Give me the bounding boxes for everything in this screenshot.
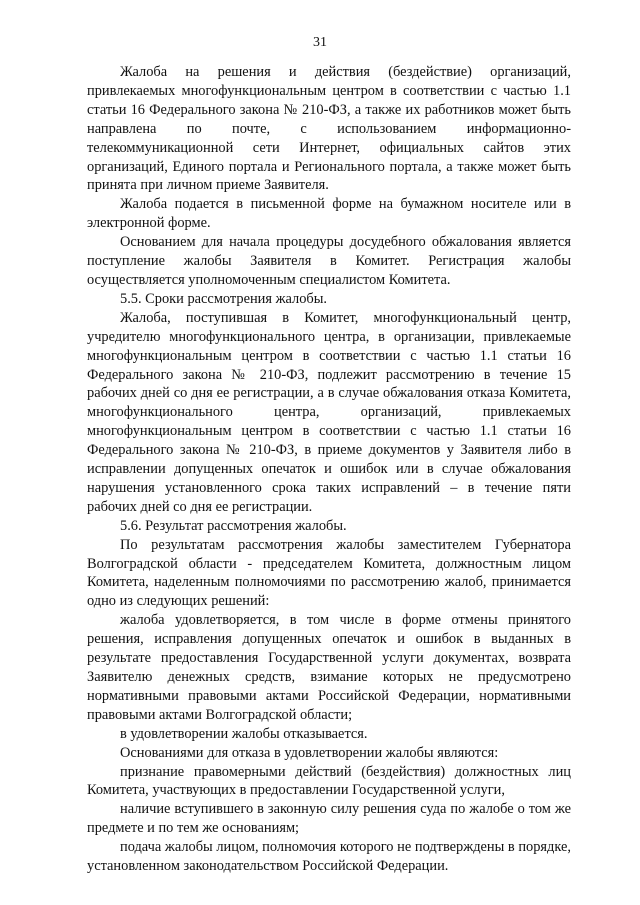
- paragraph-decision-refused: в удовлетворении жалобы отказывается.: [120, 725, 368, 742]
- paragraph-complaint-form: Жалоба подается в письменной форме на бумажном носителе или в электронной форме.: [87, 196, 571, 232]
- paragraph-ground-lawful-actions: признание правомерными действий (бездействия) должностных лиц Комитета, участвующих в предоставлении Государственной услуги,: [87, 763, 571, 799]
- paragraph-ground-court-decision: наличие вступившего в законную силу решения суда по жалобе о том же предмете и по тем же основаниям;: [87, 801, 571, 837]
- section-heading-5-6: 5.6. Результат рассмотрения жалобы.: [120, 517, 347, 534]
- paragraph-complaint-organizations: Жалоба на решения и действия (бездействие) организаций, привлекаемых многофункциональным центром в соответствии с частью 1.1 статьи 16 Федерального закона № 210-ФЗ, а также их работников может быть направлена по почте, с использованием информационно-телекоммуникационной сети Интернет, официальных сайтов этих организаций, Единого портала и Регионального портала, а также может быть принята при личном приеме Заявителя.: [87, 64, 571, 194]
- section-heading-5-5: 5.5. Сроки рассмотрения жалобы.: [120, 290, 328, 307]
- paragraph-review-terms: Жалоба, поступившая в Комитет, многофункциональный центр, учредителю многофункционального центра, в организации, привлекаемые многофункциональным центром в соответствии с частью 1.1 статьи 16 Федерального закона № 210-ФЗ, подлежит рассмотрению в течение 15 рабочих дней со дня ее регистрации, а в случае обжалования отказа Комитета, многофункционального центра, организаций, привлекаемых многофункциональным центром в соответствии с частью 1.1 статьи 16 Федерального закона № 210-ФЗ, в приеме документов у Заявителя либо в исправлении допущенных опечаток и ошибок или в случае обжалования нарушения установленного срока таких исправлений – в течение пяти рабочих дней со дня ее регистрации.: [87, 309, 571, 515]
- document-body: [87, 63, 571, 876]
- paragraph-ground-unconfirmed-authority: подача жалобы лицом, полномочия которого не подтверждены в порядке, установленном законодательством Российской Федерации.: [87, 839, 571, 875]
- paragraph-review-results: По результатам рассмотрения жалобы заместителем Губернатора Волгоградской области - председателем Комитета, должностным лицом Комитета, наделенным полномочиями по рассмотрению жалоб, принимается одно из следующих решений:: [87, 536, 571, 610]
- paragraph-decision-satisfied: жалоба удовлетворяется, в том числе в форме отмены принятого решения, исправления допущенных опечаток и ошибок в выданных в результате предоставления Государственной услуги документах, возврата Заявителю денежных средств, взимание которых не предусмотрено нормативными правовыми актами Российской Федерации, нормативными правовыми актами Волгоградской области;: [87, 612, 571, 723]
- paragraph-refusal-grounds: Основаниями для отказа в удовлетворении жалобы являются:: [120, 744, 499, 761]
- paragraph-appeal-basis: Основанием для начала процедуры досудебного обжалования является поступление жалобы Заявителя в Комитет. Регистрация жалобы осуществляется уполномоченным специалистом Комитета.: [87, 234, 571, 288]
- page-number: 31: [313, 35, 327, 50]
